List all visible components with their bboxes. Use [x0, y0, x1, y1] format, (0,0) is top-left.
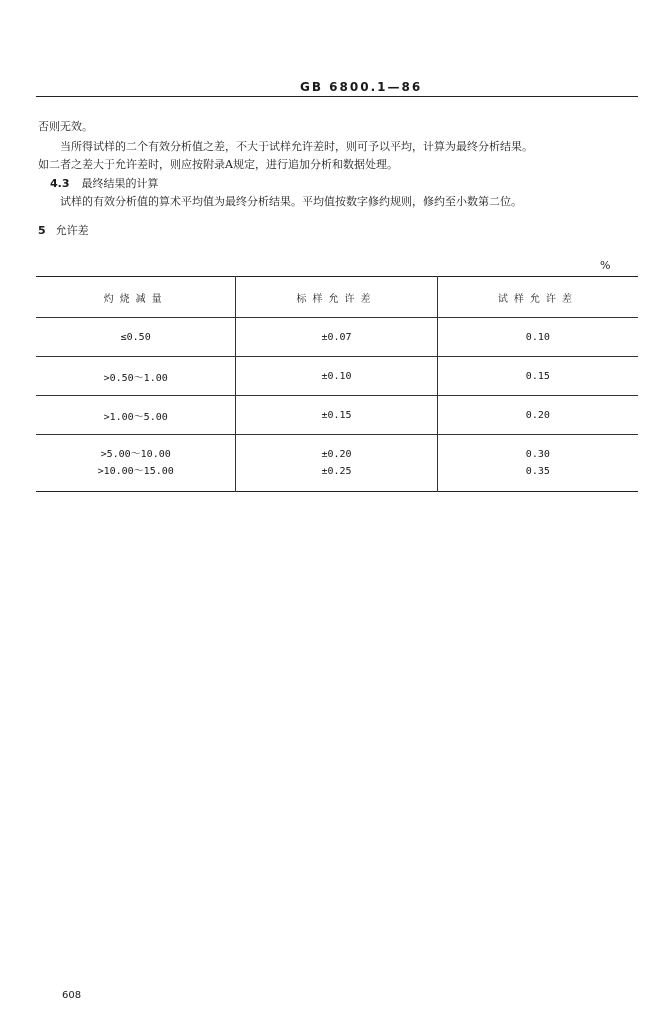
section-number: 5 — [38, 224, 46, 237]
table-header-row — [36, 277, 638, 318]
section-number: 4.3 — [50, 177, 70, 190]
paragraph-average-rule: 当所得试样的二个有效分析值之差，不大于试样允许差时，则可予以平均，计算为最终分析结果。 — [60, 140, 533, 153]
standard-value: ±0.25 — [321, 466, 352, 477]
sample-value: 0.35 — [525, 466, 550, 477]
section-4-3-heading — [50, 177, 159, 191]
tolerance-table — [36, 276, 638, 492]
header-rule — [36, 96, 638, 97]
range-value: >10.00～15.00 — [97, 466, 174, 477]
header-standard-tolerance: 标样允许差 — [236, 277, 437, 318]
sample-cell: 0.20 — [437, 396, 638, 435]
section-title: 最终结果的计算 — [81, 177, 159, 190]
standard-cell: ±0.10 — [236, 357, 437, 396]
table-row — [36, 435, 638, 492]
range-cell: ≤0.50 — [120, 331, 151, 343]
unit-label: % — [600, 259, 611, 272]
paragraph-final-result: 试样的有效分析值的算术平均值为最终分析结果。平均值按数字修约规则，修约至小数第二位。 — [60, 195, 522, 208]
section-title: 允许差 — [55, 224, 89, 237]
range-cell: >1.00～5.00 — [103, 411, 168, 423]
standard-cell: ±0.07 — [236, 318, 437, 357]
range-value: >5.00～10.00 — [100, 449, 171, 460]
sample-value: 0.30 — [525, 449, 550, 460]
standard-cell: ±0.15 — [236, 396, 437, 435]
section-5-heading — [38, 224, 89, 238]
range-cell — [36, 435, 236, 492]
header-loss-on-ignition: 灼烧减量 — [103, 293, 168, 305]
page-number: 608 — [62, 990, 82, 1001]
table-row — [36, 357, 638, 396]
standard-cell — [236, 435, 437, 492]
table-row — [36, 318, 638, 357]
sample-cell: 0.15 — [437, 357, 638, 396]
range-cell: >0.50～1.00 — [103, 372, 168, 384]
paragraph-invalid: 否则无效。 — [38, 120, 93, 133]
table-row — [36, 396, 638, 435]
sample-cell — [437, 435, 638, 492]
standard-code: GB 6800.1—86 — [300, 80, 423, 94]
paragraph-additional-analysis: 如二者之差大于允许差时，则应按附录A规定，进行追加分析和数据处理。 — [38, 158, 398, 171]
standard-value: ±0.20 — [321, 449, 352, 460]
header-sample-tolerance: 试样允许差 — [437, 277, 638, 318]
sample-cell: 0.10 — [437, 318, 638, 357]
